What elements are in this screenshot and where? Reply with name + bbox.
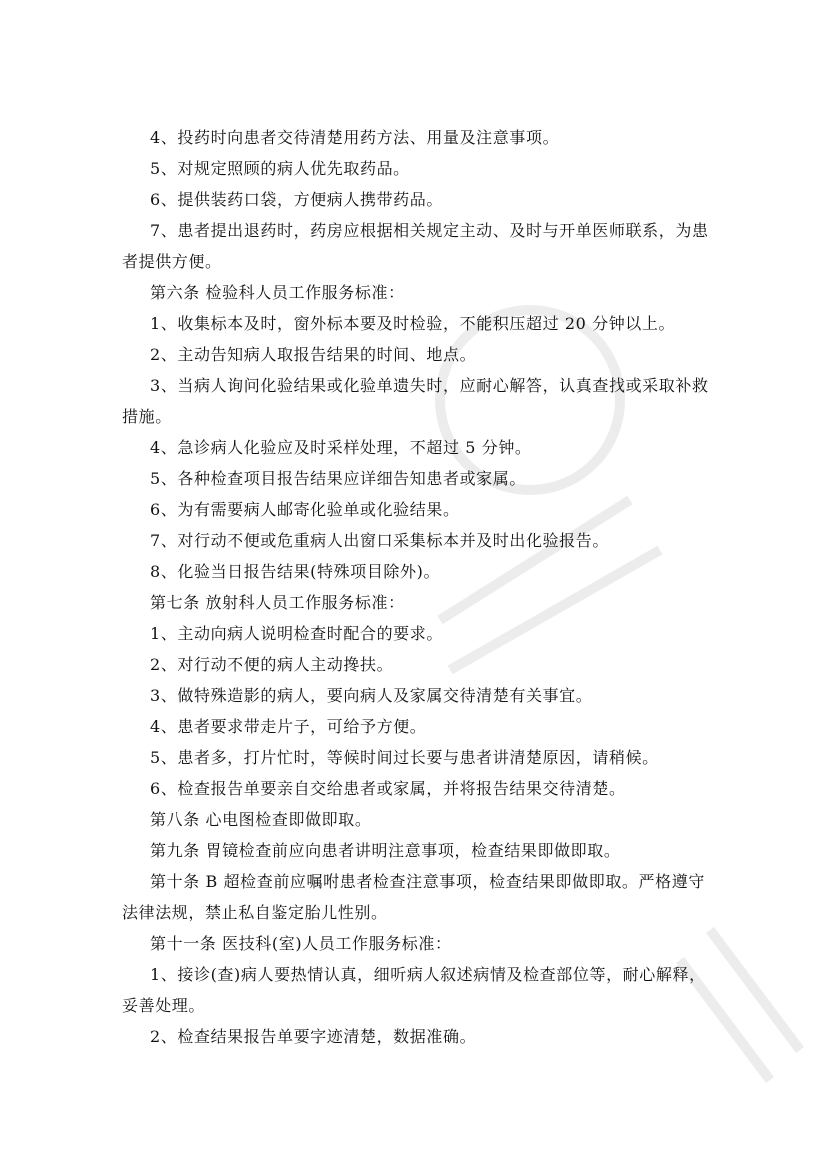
- text-line: 2、对行动不便的病人主动搀扶。: [150, 655, 394, 674]
- text-line: 5、患者多，打片忙时，等候时间过长要与患者讲清楚原因，请稍候。: [150, 748, 659, 767]
- section-heading: 第十一条 医技科(室)人员工作服务标准：: [150, 934, 452, 953]
- text-line: 措施。: [122, 407, 172, 426]
- text-line: 1、收集标本及时，窗外标本要及时检验，不能积压超过 20 分钟以上。: [150, 314, 676, 333]
- text-line: 妥善处理。: [122, 996, 206, 1015]
- text-line: 6、为有需要病人邮寄化验单或化验结果。: [150, 500, 460, 519]
- text-line: 5、各种检查项目报告结果应详细告知患者或家属。: [150, 469, 526, 488]
- section-heading: 第六条 检验科人员工作服务标准：: [150, 283, 405, 302]
- text-line: 6、检查报告单要亲自交给患者或家属，并将报告结果交待清楚。: [150, 779, 626, 798]
- text-line: 者提供方便。: [122, 252, 222, 271]
- text-line: 3、做特殊造影的病人，要向病人及家属交待清楚有关事宜。: [150, 686, 593, 705]
- text-line: 4、急诊病人化验应及时采样处理，不超过 5 分钟。: [150, 438, 532, 457]
- text-line: 7、对行动不便或危重病人出窗口采集标本并及时出化验报告。: [150, 531, 609, 550]
- text-line: 6、提供装药口袋，方便病人携带药品。: [150, 190, 443, 209]
- text-line: 8、化验当日报告结果(特殊项目除外)。: [150, 562, 441, 581]
- text-line: 2、检查结果报告单要字迹清楚，数据准确。: [150, 1027, 477, 1046]
- watermark-seal: [440, 310, 620, 490]
- text-line: 2、主动告知病人取报告结果的时间、地点。: [150, 345, 477, 364]
- text-line: 5、对规定照顾的病人优先取药品。: [150, 159, 410, 178]
- text-line: 1、接诊(查)病人要热情认真，细听病人叙述病情及检查部位等，耐心解释，: [150, 965, 706, 984]
- text-line: 4、投药时向患者交待清楚用药方法、用量及注意事项。: [150, 128, 560, 147]
- section-heading: 第八条 心电图检查即做即取。: [150, 810, 372, 829]
- watermark-stroke: [440, 500, 630, 620]
- text-line: 7、患者提出退药时，药房应根据相关规定主动、及时与开单医师联系，为患: [150, 221, 709, 240]
- section-heading: 第九条 胃镜检查前应向患者讲明注意事项，检查结果即做即取。: [150, 841, 621, 860]
- text-line: 3、当病人询问化验结果或化验单遗失时，应耐心解答，认真查找或采取补救: [150, 376, 709, 395]
- section-heading: 第七条 放射科人员工作服务标准：: [150, 593, 405, 612]
- text-line: 4、患者要求带走片子，可给予方便。: [150, 717, 427, 736]
- text-line: 法律法规，禁止私自鉴定胎儿性别。: [122, 903, 388, 922]
- section-heading: 第十条 B 超检查前应嘱咐患者检查注意事项，检查结果即做即取。严格遵守: [150, 872, 705, 891]
- watermark-stroke: [450, 550, 660, 670]
- watermark-stroke: [710, 930, 800, 1050]
- text-line: 1、主动向病人说明检查时配合的要求。: [150, 624, 443, 643]
